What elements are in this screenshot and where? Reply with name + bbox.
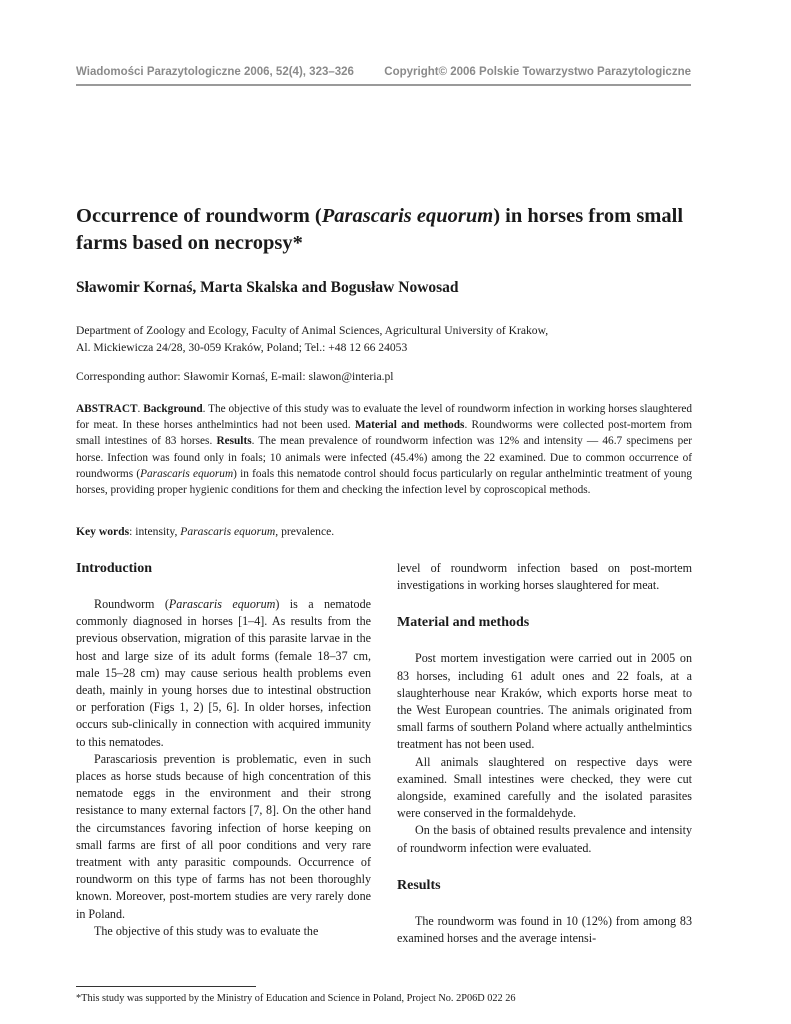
journal-citation: Wiadomości Parazytologiczne 2006, 52(4), 323–326: [76, 66, 354, 78]
methods-paragraph-3: On the basis of obtained results prevalence and intensity of roundworm infection were evaluated.: [397, 823, 692, 855]
keywords-text-1: : intensity,: [129, 525, 181, 538]
footnote-rule: [76, 986, 256, 987]
abstract-background-text: . The objective of this study was to evaluate the level of roundworm infection in working horses slaughtered for meat. In these horses anthelmintics had not been used.: [76, 403, 693, 432]
keywords: [76, 525, 334, 538]
title-species: Parascaris equorum: [321, 205, 494, 227]
affiliation-line-1: Department of Zoology and Ecology, Faculty of Animal Sciences, Agricultural University of Krakow,: [76, 324, 549, 337]
abstract-label: ABSTRACT: [76, 403, 138, 415]
abstract-results-text-1: . The mean prevalence of roundworm infection was 12% and intensity — 46.7 specimens per horse. Infection was found only in foals; 10 animals were infected (45.4%) among the 22 examined. Due to common occurrence of roundworms (: [76, 435, 693, 480]
abstract: ABSTRACT. Background. The objective of this study was to evaluate the level of roundworm infection in working horses slaughtered for meat. In these horses anthelmintics had not been used. Material and methods. Roundworms were collected post-mortem from small intestines of 83 horses. Results. The mean prevalence of roundworm infection was 12% and intensity — 46.7 specimens per horse. Infection was found only in foals; 10 animals were infected (45.4%) among the 22 examined. Due to common occurrence of roundworms (Parascaris equorum) in foals this nematode control should focus particularly on regular anthelmintic treatment of young horses, providing proper hygienic conditions for them and checking the infection level by coproscopical methods.: [76, 403, 693, 497]
affiliation-line-2: Al. Mickiewicza 24/28, 30-059 Kraków, Poland; Tel.: +48 12 66 24053: [76, 341, 408, 354]
abstract-background-label: Background: [143, 403, 203, 415]
intro-p1-b: ) is a nematode commonly diagnosed in horses [1–4]. As results from the previous observation, migration of this parasite larvae in the host and large size of its adult forms (female 18–37 cm, male 15–28 cm) may cause serious health problems even death, mainly in young horses due to intestinal obstruction or perforation (Figs 1, 2) [5, 6]. In older horses, infection occurs sub-clinically in connection with acquired immunity to this nematodes.: [76, 597, 371, 749]
results-heading: Results: [397, 877, 441, 893]
abstract-species: Parascaris equorum: [140, 467, 234, 480]
abstract-results-text-2: ) in foals this nematode control should focus particularly on regular anthelmintic treatment of young horses, providing proper hygienic conditions for them and checking the infection level by coproscopical methods.: [76, 467, 692, 497]
abstract-methods-label: Material and methods: [354, 419, 465, 432]
abstract-results-label: Results: [216, 435, 252, 448]
corresponding-author: Corresponding author: Sławomir Kornaś, E-mail: slawon@interia.pl: [76, 370, 394, 383]
methods-paragraph-1: Post mortem investigation were carried out in 2005 on 83 horses, including 61 adult ones and 22 foals, at a slaughterhouse near Kraków, which exports horse meat to the West European countries. The animals originated from small farms of southern Poland where actually anthelmintics treatment has not been used.: [397, 651, 692, 752]
intro-p1-a: Roundworm (: [94, 597, 169, 611]
introduction-paragraph-1: [76, 596, 371, 751]
affiliation: [76, 322, 696, 356]
results-paragraph-1: The roundworm was found in 10 (12%) from among 83 examined horses and the average intensi-: [397, 913, 692, 946]
introduction-heading: Introduction: [76, 561, 152, 576]
introduction-paragraph-3-continued: level of roundworm infection based on post-mortem investigations in working horses slaughtered for meat.: [397, 561, 692, 593]
methods-paragraph-2: All animals slaughtered on respective days were examined. Small intestines were checked, they were cut alongside, examined carefully and the isolated parasites were conserved in the formaldehyde.: [397, 754, 692, 821]
methods-heading: Material and methods: [397, 615, 530, 631]
keywords-species: Parascaris equorum: [180, 525, 276, 538]
keywords-label: Key words: [76, 525, 130, 538]
paper-title: [76, 203, 696, 257]
title-part-2: ) in horses from small farms based on necropsy*: [76, 205, 684, 254]
left-column: [76, 560, 371, 940]
right-column: [397, 560, 692, 947]
introduction-paragraph-2: Parascariosis prevention is problematic, even in such places as horse studs because of high concentration of this nematode eggs in the environment and their strong resistance to many external factors [7, 8]. On the other hand the circumstances favoring infection of horse keeping on small farms are first of all poor conditions and very rare treatment with anty parasitic compounds. Occurrence of roundworm on this type of farms has not been thoroughly known. Moreover, post-mortem studies are very rarely done in Poland.: [76, 751, 371, 921]
keywords-text-2: , prevalence.: [275, 525, 335, 538]
footnote: *This study was supported by the Ministry of Education and Science in Poland, Project No. 2P06D 022 26: [76, 993, 516, 1004]
introduction-paragraph-3: The objective of this study was to evaluate the: [94, 923, 319, 938]
copyright-notice: Copyright© 2006 Polskie Towarzystwo Parazytologiczne: [384, 66, 691, 78]
abstract-methods-text: . Roundworms were collected post-mortem from small intestines of 83 horses.: [76, 419, 693, 448]
title-part-1: Occurrence of roundworm (: [76, 205, 322, 227]
authors: Sławomir Kornaś, Marta Skalska and Bogusław Nowosad: [76, 279, 459, 296]
intro-p1-species: Parascaris equorum: [168, 597, 276, 611]
header-rule: [76, 84, 691, 86]
